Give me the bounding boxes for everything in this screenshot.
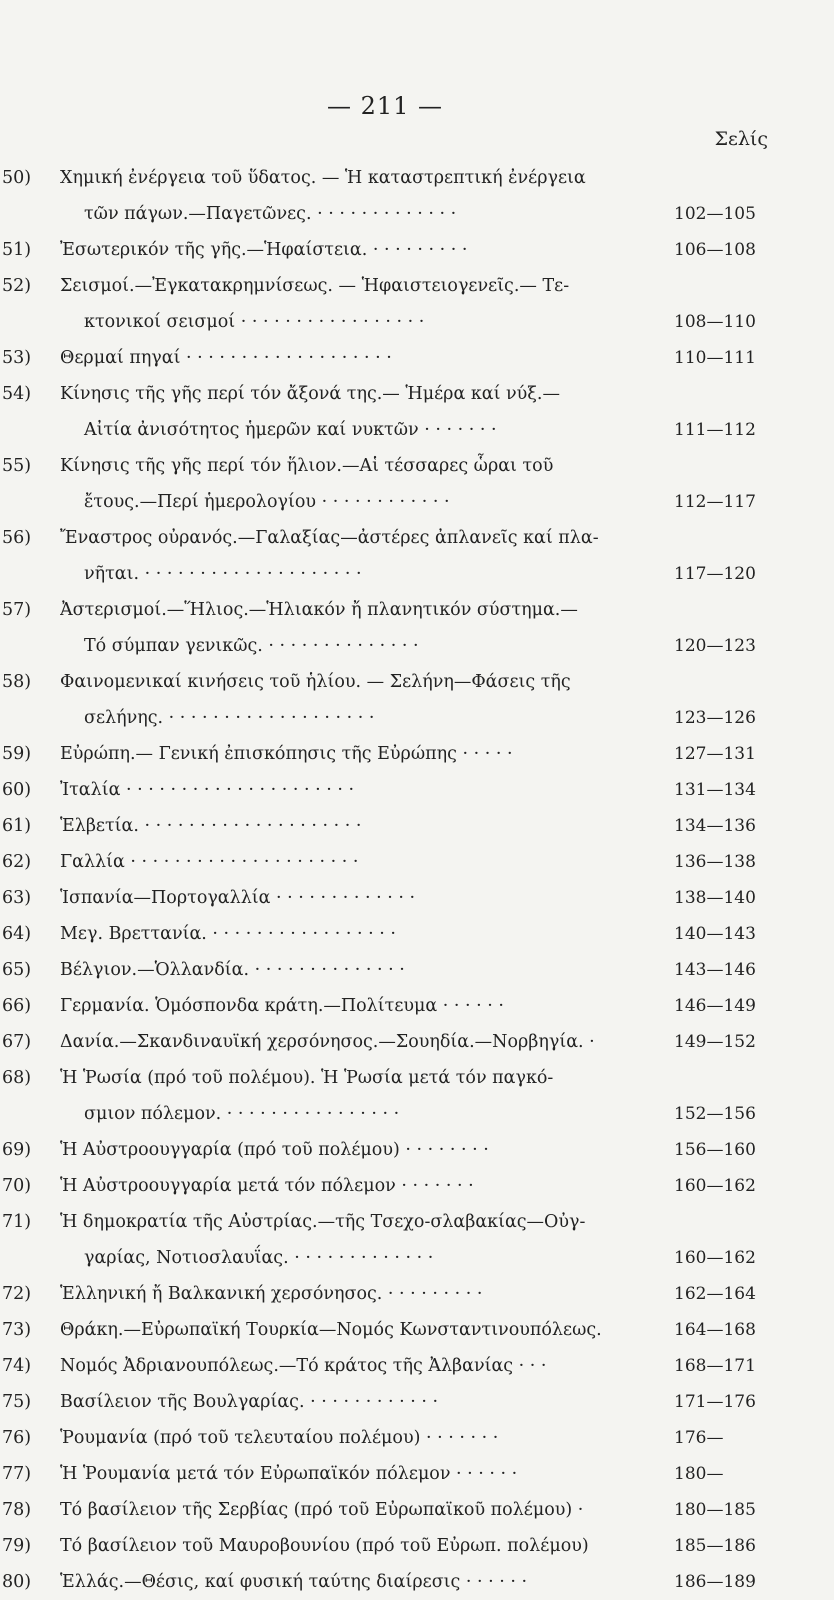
entry-title [60, 340, 654, 376]
toc-entry [0, 1528, 834, 1564]
entry-number: 60) [2, 780, 32, 800]
entry-number: 59) [2, 744, 32, 764]
entry-title-line: Θερμαί πηγαί · · · · · · · · · · · · · · · · · · · [60, 348, 392, 368]
entry-title-line: Τό βασίλειον τῆς Σερβίας (πρό τοῦ Εὐρωπαϊκοῦ πολέμου) · [60, 1500, 584, 1520]
entry-number: 66) [2, 996, 32, 1016]
entry-number: 61) [2, 816, 32, 836]
entry-title-line: Φαινομενικαί κινήσεις τοῦ ἡλίου. — Σελήνη—Φάσεις τῆς [60, 672, 571, 692]
entry-pages: 168—171 [674, 1356, 756, 1376]
entry-pages: 162—164 [674, 1284, 756, 1304]
entry-title [60, 664, 654, 736]
entry-title [60, 1276, 654, 1312]
entry-title-line: Κίνησις τῆς γῆς περί τόν ἄξονά της.— Ἡμέρα καί νύξ.— [60, 384, 560, 404]
entry-pages: 134—136 [674, 816, 756, 836]
entry-title [60, 880, 654, 916]
toc-entry [0, 1564, 834, 1600]
toc-entry [0, 1312, 834, 1348]
toc-entry [0, 1348, 834, 1384]
entry-pages: 180— [674, 1464, 724, 1484]
toc-entry [0, 268, 834, 340]
entry-number: 71) [2, 1212, 32, 1232]
entry-title-line: Ἡ Ῥωσία (πρό τοῦ πολέμου). Ἡ Ῥωσία μετά τόν παγκό- [60, 1068, 554, 1088]
entry-title-line: Δανία.—Σκανδιναυϊκή χερσόνησος.—Σουηδία.—Νορβηγία. · [60, 1032, 595, 1052]
entry-pages: 152—156 [674, 1104, 756, 1124]
toc-entry [0, 952, 834, 988]
entry-title-line: Χημική ἐνέργεια τοῦ ὕδατος. — Ἡ καταστρεπτική ἐνέργεια [60, 168, 586, 188]
entry-title [60, 1132, 654, 1168]
page-number: — 211 — [326, 92, 444, 120]
entry-title [60, 808, 654, 844]
toc-entry [0, 1420, 834, 1456]
entry-title-line: Ἀστερισμοί.—Ἥλιος.—Ἡλιακόν ἤ πλανητικόν σύστημα.— [60, 600, 578, 620]
toc-entry [0, 1024, 834, 1060]
toc-entry [0, 448, 834, 520]
entry-number: 77) [2, 1464, 32, 1484]
entry-number: 72) [2, 1284, 32, 1304]
entry-number: 78) [2, 1500, 32, 1520]
entry-title-line: σμιον πόλεμον. · · · · · · · · · · · · · · · · [84, 1104, 400, 1124]
entry-title [60, 1024, 654, 1060]
entry-title [60, 1564, 654, 1600]
entry-title-line: Ἱσπανία—Πορτογαλλία · · · · · · · · · · · · · [60, 888, 416, 908]
entry-pages: 143—146 [674, 960, 756, 980]
entry-title-line: κτονικοί σεισμοί · · · · · · · · · · · · · · · · · [84, 312, 425, 332]
toc-entry [0, 376, 834, 448]
entry-title [60, 1060, 654, 1132]
entry-title-line: Ἑλληνική ἤ Βαλκανική χερσόνησος. · · · · · · · · · [60, 1284, 483, 1304]
entry-title [60, 160, 654, 232]
toc-entry [0, 844, 834, 880]
entry-number: 65) [2, 960, 32, 980]
pages-column-heading: Σελίς [714, 128, 768, 150]
entry-number: 56) [2, 528, 32, 548]
entry-title-line: Σεισμοί.—Ἐγκατακρημνίσεως. — Ἡφαιστειογενεῖς.— Τε- [60, 276, 570, 296]
entry-pages: 149—152 [674, 1032, 756, 1052]
entry-title-line: Θράκη.—Εὐρωπαϊκή Τουρκία—Νομός Κωνσταντινουπόλεως. [60, 1320, 602, 1340]
entry-pages: 156—160 [674, 1140, 756, 1160]
entry-number: 53) [2, 348, 32, 368]
entry-pages: 180—185 [674, 1500, 756, 1520]
entry-title [60, 1456, 654, 1492]
entry-pages: 123—126 [674, 708, 756, 728]
entry-title [60, 1528, 654, 1564]
entry-title [60, 736, 654, 772]
entry-number: 51) [2, 240, 32, 260]
toc-entry [0, 340, 834, 376]
toc-entry [0, 1276, 834, 1312]
toc-entry [0, 592, 834, 664]
entry-title-line: νῆται. · · · · · · · · · · · · · · · · · · · · [84, 564, 362, 584]
entry-title [60, 988, 654, 1024]
entry-title-line: Βέλγιον.—Ὁλλανδία. · · · · · · · · · · · · · · [60, 960, 405, 980]
toc-entry [0, 1132, 834, 1168]
entry-title-line: Ἐσωτερικόν τῆς γῆς.—Ἡφαίστεια. · · · · · · · · · [60, 240, 468, 260]
entry-pages: 131—134 [674, 780, 756, 800]
toc-entry [0, 1456, 834, 1492]
toc-entry [0, 520, 834, 592]
entry-title-line: Ῥουμανία (πρό τοῦ τελευταίου πολέμου) · · · · · · · [60, 1428, 499, 1448]
entry-title [60, 1348, 654, 1384]
toc-entry [0, 988, 834, 1024]
entry-title [60, 376, 654, 448]
toc-entry [0, 916, 834, 952]
entry-title-line: γαρίας, Νοτιοσλαυΐας. · · · · · · · · · · · · · [84, 1248, 434, 1268]
entry-title [60, 1384, 654, 1420]
entry-title-line: Ἡ Ῥουμανία μετά τόν Εὐρωπαϊκόν πόλεμον · · · · · · [60, 1464, 518, 1484]
entry-number: 80) [2, 1572, 32, 1592]
entry-number: 79) [2, 1536, 32, 1556]
entry-title-line: Γαλλία · · · · · · · · · · · · · · · · · · · · · [60, 852, 359, 872]
entry-title [60, 1420, 654, 1456]
entry-title-line: τῶν πάγων.—Παγετῶνες. · · · · · · · · · · · · · [84, 204, 457, 224]
entry-title-line: Εὐρώπη.— Γενική ἐπισκόπησις τῆς Εὐρώπης · · · · · [60, 744, 513, 764]
entry-title [60, 232, 654, 268]
entry-number: 63) [2, 888, 32, 908]
entry-title [60, 1204, 654, 1276]
entry-title [60, 520, 654, 592]
entry-title [60, 844, 654, 880]
entry-pages: 146—149 [674, 996, 756, 1016]
table-of-contents [0, 160, 834, 1600]
toc-entry [0, 1204, 834, 1276]
entry-title [60, 916, 654, 952]
toc-entry [0, 880, 834, 916]
entry-title-line: Ἡ Αὐστροουγγαρία (πρό τοῦ πολέμου) · · · · · · · · [60, 1140, 489, 1160]
toc-entry [0, 808, 834, 844]
toc-entry [0, 772, 834, 808]
toc-entry [0, 1168, 834, 1204]
entry-pages: 108—110 [674, 312, 756, 332]
entry-title-line: Μεγ. Βρεττανία. · · · · · · · · · · · · · · · · · [60, 924, 396, 944]
entry-title-line: Ἡ δημοκρατία τῆς Αὐστρίας.—τῆς Τσεχο-σλαβακίας—Οὐγ- [60, 1212, 586, 1232]
entry-number: 55) [2, 456, 32, 476]
toc-entry [0, 1492, 834, 1528]
entry-number: 74) [2, 1356, 32, 1376]
entry-pages: 186—189 [674, 1572, 756, 1592]
entry-number: 76) [2, 1428, 32, 1448]
entry-title-line: Τό βασίλειον τοῦ Μαυροβουνίου (πρό τοῦ Εὐρωπ. πολέμου) [60, 1536, 589, 1556]
entry-number: 57) [2, 600, 32, 620]
entry-pages: 140—143 [674, 924, 756, 944]
entry-number: 50) [2, 168, 32, 188]
toc-entry [0, 736, 834, 772]
entry-pages: 160—162 [674, 1176, 756, 1196]
entry-pages: 112—117 [674, 492, 756, 512]
toc-entry [0, 160, 834, 232]
entry-title [60, 1168, 654, 1204]
entry-pages: 164—168 [674, 1320, 756, 1340]
entry-title [60, 772, 654, 808]
entry-number: 64) [2, 924, 32, 944]
entry-title-line: Βασίλειον τῆς Βουλγαρίας. · · · · · · · · · · · · [60, 1392, 439, 1412]
entry-number: 54) [2, 384, 32, 404]
entry-number: 52) [2, 276, 32, 296]
entry-title-line: Ἑλβετία. · · · · · · · · · · · · · · · · · · · · [60, 816, 362, 836]
entry-pages: 160—162 [674, 1248, 756, 1268]
entry-title-line: Αἰτία ἀνισότητος ἡμερῶν καί νυκτῶν · · · · · · · [84, 420, 497, 440]
entry-pages: 138—140 [674, 888, 756, 908]
entry-pages: 185—186 [674, 1536, 756, 1556]
entry-title-line: Ἑλλάς.—Θέσις, καί φυσική ταύτης διαίρεσις · · · · · · [60, 1572, 528, 1592]
entry-title-line: Ἰταλία · · · · · · · · · · · · · · · · · · · · · [60, 780, 355, 800]
entry-title [60, 952, 654, 988]
entry-number: 68) [2, 1068, 32, 1088]
entry-number: 69) [2, 1140, 32, 1160]
entry-pages: 136—138 [674, 852, 756, 872]
entry-title-line: Νομός Ἀδριανουπόλεως.—Τό κράτος τῆς Ἀλβανίας · · · [60, 1356, 547, 1376]
entry-title-line: σελήνης. · · · · · · · · · · · · · · · · · · · [84, 708, 375, 728]
entry-pages: 117—120 [674, 564, 756, 584]
entry-pages: 110—111 [674, 348, 756, 368]
entry-title [60, 1312, 654, 1348]
entry-pages: 111—112 [674, 420, 756, 440]
entry-number: 75) [2, 1392, 32, 1412]
entry-title [60, 1492, 654, 1528]
entry-title [60, 592, 654, 664]
entry-pages: 176— [674, 1428, 724, 1448]
entry-title [60, 268, 654, 340]
entry-pages: 127—131 [674, 744, 756, 764]
entry-number: 58) [2, 672, 32, 692]
entry-title-line: Ἔναστρος οὐρανός.—Γαλαξίας—ἀστέρες ἀπλανεῖς καί πλα- [60, 528, 599, 548]
toc-entry [0, 1060, 834, 1132]
entry-title [60, 448, 654, 520]
entry-title-line: Ἡ Αὐστροουγγαρία μετά τόν πόλεμον · · · · · · · [60, 1176, 474, 1196]
toc-entry [0, 232, 834, 268]
toc-entry [0, 664, 834, 736]
entry-title-line: Τό σύμπαν γενικῶς. · · · · · · · · · · · · · · [84, 636, 419, 656]
entry-number: 70) [2, 1176, 32, 1196]
entry-pages: 106—108 [674, 240, 756, 260]
entry-pages: 102—105 [674, 204, 756, 224]
entry-title-line: ἔτους.—Περί ἡμερολογίου · · · · · · · · · · · · [84, 492, 450, 512]
entry-number: 62) [2, 852, 32, 872]
entry-pages: 120—123 [674, 636, 756, 656]
entry-number: 73) [2, 1320, 32, 1340]
entry-number: 67) [2, 1032, 32, 1052]
entry-title-line: Γερμανία. Ὁμόσπονδα κράτη.—Πολίτευμα · · · · · · [60, 996, 504, 1016]
entry-pages: 171—176 [674, 1392, 756, 1412]
toc-entry [0, 1384, 834, 1420]
entry-title-line: Κίνησις τῆς γῆς περί τόν ἥλιον.—Αἱ τέσσαρες ὧραι τοῦ [60, 456, 554, 476]
